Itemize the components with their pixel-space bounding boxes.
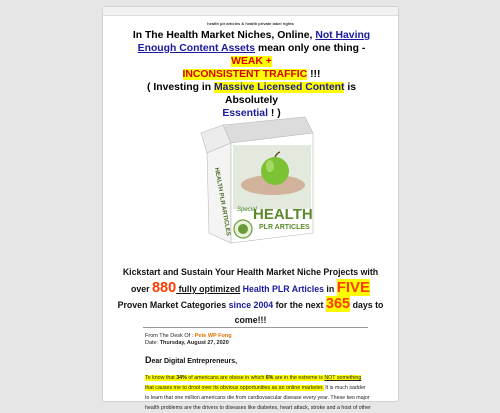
author-name: Pete WP Fong (194, 333, 232, 339)
body-text: are in the extreme is (273, 375, 325, 381)
offer-text: Kickstart and Sustain Your Health Market Niche Projects with (122, 267, 379, 277)
since-2004: since 2004 (228, 300, 274, 310)
body-text: It is much sadder (323, 385, 366, 391)
headline-essential: Essential (222, 108, 268, 119)
headline-highlight-licensed: Massive Licensed Content (213, 82, 345, 93)
body-highlight (145, 375, 361, 381)
headline-link-not-having[interactable]: Not Having (315, 30, 371, 41)
product-box-image (193, 113, 317, 249)
divider (143, 327, 368, 328)
page-top-bar (103, 7, 398, 16)
offer-text: fully optimized (176, 284, 241, 294)
headline-text: mean only one thing - (255, 43, 366, 54)
tagline: health plr articles & health private label rights (207, 21, 294, 26)
from-desk-block (145, 333, 232, 347)
offer-statement (111, 265, 390, 328)
box-small-label: Special (237, 207, 257, 213)
health-plr-link[interactable]: Health PLR Articles (242, 284, 324, 294)
body-text: NOT something (324, 375, 362, 381)
body-text: of americans are obese in which (186, 375, 266, 381)
box-plr-label: PLR ARTICLES (259, 224, 310, 231)
body-highlight: that causes me to drool over its obvious opportunities as an online marketer. (145, 385, 324, 391)
body-text: To know that (145, 375, 177, 381)
headline-text: ( Investing in (146, 82, 214, 93)
stat-34: 34% (176, 375, 187, 381)
apple-icon (261, 157, 289, 185)
headline (121, 29, 382, 120)
offer-text: days to (350, 300, 384, 310)
headline-link-content-assets[interactable]: Enough Content Assets (137, 43, 256, 54)
five-highlight: FIVE (336, 279, 371, 296)
box-side-label: HEALTH PLR ARTICLES (213, 167, 231, 237)
headline-highlight-traffic: INCONSISTENT TRAFFIC (182, 69, 308, 80)
sales-page (102, 6, 399, 411)
drop-cap: D (145, 355, 152, 365)
body-text: to learn that one million americans die from cardiovascular disease every year. These two major (145, 395, 370, 401)
count-365: 365 (325, 296, 351, 312)
publish-date: Thursday, August 27, 2020 (159, 340, 229, 346)
greeting (145, 355, 237, 365)
headline-text: ! ) (267, 108, 281, 119)
body-text: health problems are the drivers to diseases like diabetes, heart attack, stroke and a host of other (145, 405, 371, 411)
count-880: 880 (151, 280, 177, 296)
body-copy (145, 373, 384, 413)
headline-highlight-weak: WEAK + (231, 56, 272, 67)
offer-text: come!!! (234, 315, 267, 325)
seal-center (238, 224, 248, 234)
offer-text: Proven Market Categories (117, 300, 229, 310)
headline-text: In The Health Market Niches, Online, (132, 30, 316, 41)
headline-text: is Absolutely (224, 82, 357, 106)
apple-shine (266, 160, 274, 172)
headline-text: !!! (307, 69, 321, 80)
stat-6: 6% (265, 375, 274, 381)
date-label: Date: (145, 340, 160, 346)
offer-text: in (323, 284, 337, 294)
greeting-text: ear Digital Entrepreneurs, (151, 358, 238, 365)
box-health-label: HEALTH (253, 206, 313, 223)
offer-text: over (130, 284, 152, 294)
from-label: From The Desk Of : (145, 333, 195, 339)
offer-text: for the next (273, 300, 326, 310)
